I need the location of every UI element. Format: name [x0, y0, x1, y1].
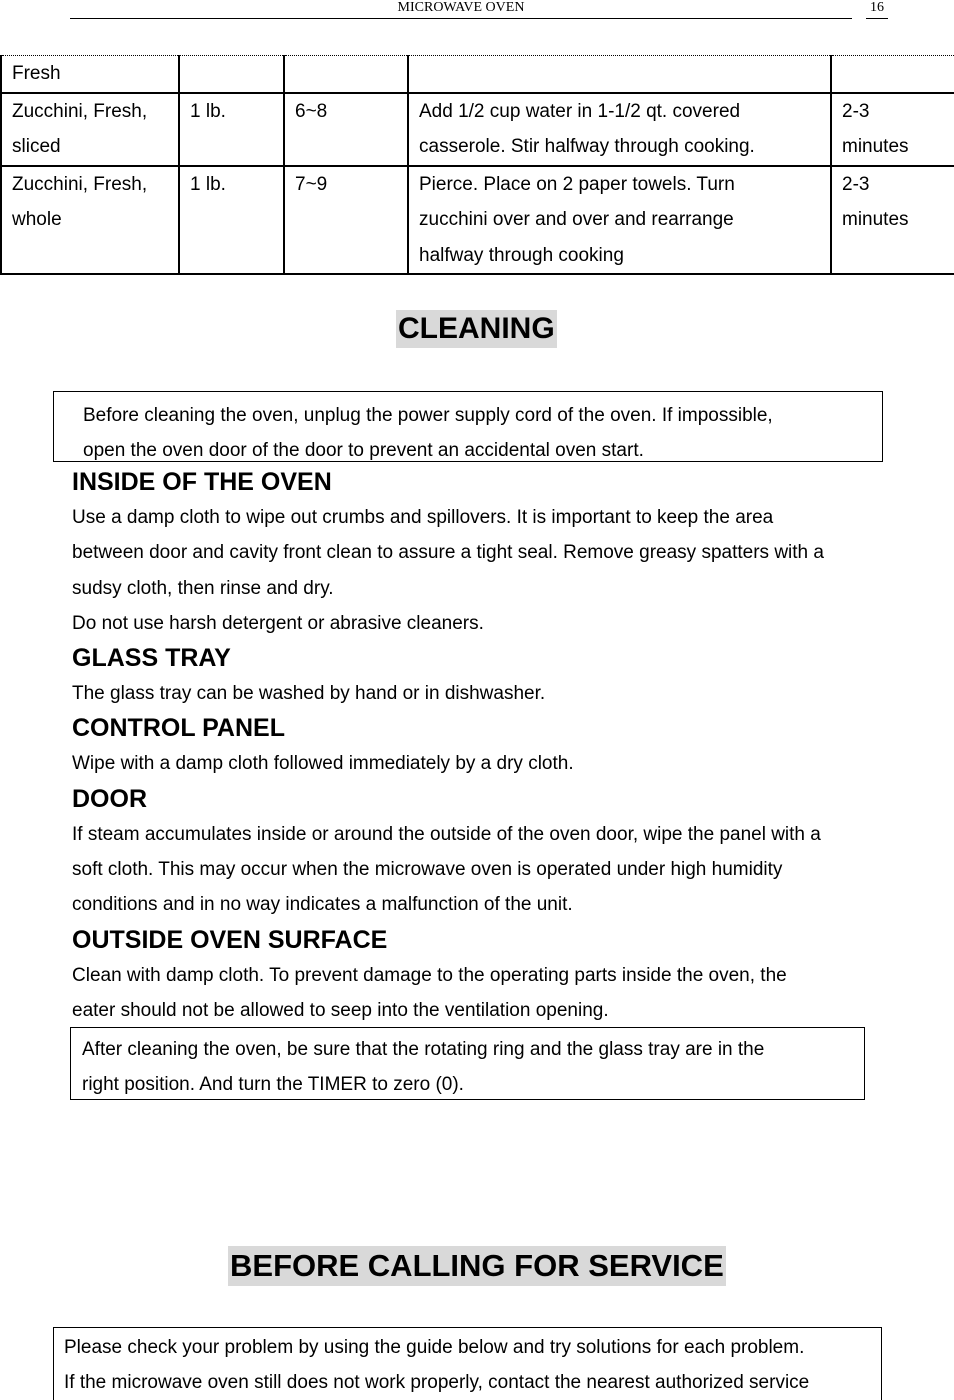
section-heading-outside-surface: OUTSIDE OVEN SURFACE	[72, 925, 388, 954]
note-line: After cleaning the oven, be sure that the rotating ring and the glass tray are in the	[82, 1039, 765, 1060]
note-line: right position. And turn the TIMER to zero (0).	[82, 1074, 464, 1095]
running-header-title: MICROWAVE OVEN	[70, 0, 852, 19]
section-body-inside-oven	[72, 500, 902, 641]
warning-line: open the oven door of the door to prevent an accidental oven start.	[83, 440, 644, 461]
section-heading-door: DOOR	[72, 784, 147, 813]
body-line: between door and cavity front clean to assure a tight seal. Remove greasy spatters with a	[72, 542, 824, 564]
table-cell-amount: 1 lb.	[179, 166, 284, 275]
table-cell-standing	[831, 56, 954, 93]
standing-line: minutes	[842, 209, 909, 230]
section-body-glass-tray	[72, 676, 902, 711]
service-note-box	[53, 1327, 882, 1400]
cleaning-instructions	[72, 465, 902, 1028]
table-cell-food: Fresh	[1, 56, 179, 93]
table-cell-amount: 1 lb.	[179, 93, 284, 166]
body-line: Use a damp cloth to wipe out crumbs and spillovers. It is important to keep the area	[72, 507, 774, 528]
table-cell-amount	[179, 56, 284, 93]
section-body-outside-surface	[72, 958, 902, 1029]
table-cell-food	[1, 166, 179, 275]
instruction-line: zucchini over and over and rearrange	[419, 209, 734, 230]
food-line: Zucchini, Fresh,	[12, 100, 148, 122]
cooking-table	[0, 55, 954, 275]
body-line: sudsy cloth, then rinse and dry.	[72, 577, 334, 599]
note-line: If the microwave oven still does not work properly, contact the nearest authorized service	[64, 1372, 810, 1393]
food-line: whole	[12, 209, 62, 230]
note-line: Please check your problem by using the guide below and try solutions for each problem.	[64, 1337, 805, 1358]
table-cell-time: 7~9	[284, 166, 408, 275]
service-title: BEFORE CALLING FOR SERVICE	[228, 1246, 726, 1286]
table-row	[1, 56, 954, 93]
table-row	[1, 166, 954, 275]
standing-line: minutes	[842, 136, 909, 157]
unplug-warning-box	[53, 391, 883, 462]
after-cleaning-note-box	[70, 1027, 865, 1100]
table-cell-time	[284, 56, 408, 93]
cleaning-title: CLEANING	[396, 310, 557, 348]
standing-line: 2-3	[842, 173, 870, 195]
table-cell-instructions	[408, 166, 831, 275]
instruction-line: halfway through cooking	[419, 244, 624, 266]
table-cell-food	[1, 93, 179, 166]
body-line: If steam accumulates inside or around the outside of the oven door, wipe the panel with a	[72, 823, 821, 845]
body-line: eater should not be allowed to seep into the ventilation opening.	[72, 999, 609, 1021]
table-cell-instructions	[408, 93, 831, 166]
section-body-control-panel	[72, 746, 902, 781]
body-line: The glass tray can be washed by hand or in dishwasher.	[72, 683, 546, 705]
warning-line: Before cleaning the oven, unplug the power supply cord of the oven. If impossible,	[83, 405, 773, 426]
section-heading-glass-tray: GLASS TRAY	[72, 644, 231, 673]
table-cell-standing	[831, 166, 954, 275]
body-line: conditions and in no way indicates a malfunction of the unit.	[72, 894, 573, 916]
instruction-line: Pierce. Place on 2 paper towels. Turn	[419, 173, 735, 195]
table-cell-time: 6~8	[284, 93, 408, 166]
body-line: Clean with damp cloth. To prevent damage to the operating parts inside the oven, the	[72, 964, 787, 986]
body-line: soft cloth. This may occur when the microwave oven is operated under high humidity	[72, 859, 783, 881]
instruction-line: casserole. Stir halfway through cooking.	[419, 136, 755, 157]
body-line: Do not use harsh detergent or abrasive cleaners.	[72, 612, 484, 634]
standing-line: 2-3	[842, 100, 870, 122]
section-body-door	[72, 817, 902, 923]
table-cell-standing	[831, 93, 954, 166]
page-number: 16	[866, 0, 888, 19]
food-line: sliced	[12, 136, 61, 157]
instruction-line: Add 1/2 cup water in 1-1/2 qt. covered	[419, 100, 741, 122]
food-line: Zucchini, Fresh,	[12, 173, 148, 195]
body-line: Wipe with a damp cloth followed immediately by a dry cloth.	[72, 753, 574, 775]
section-heading-control-panel: CONTROL PANEL	[72, 714, 285, 743]
section-heading-inside-oven: INSIDE OF THE OVEN	[72, 468, 332, 496]
table-cell-instructions	[408, 56, 831, 93]
table-row	[1, 93, 954, 166]
